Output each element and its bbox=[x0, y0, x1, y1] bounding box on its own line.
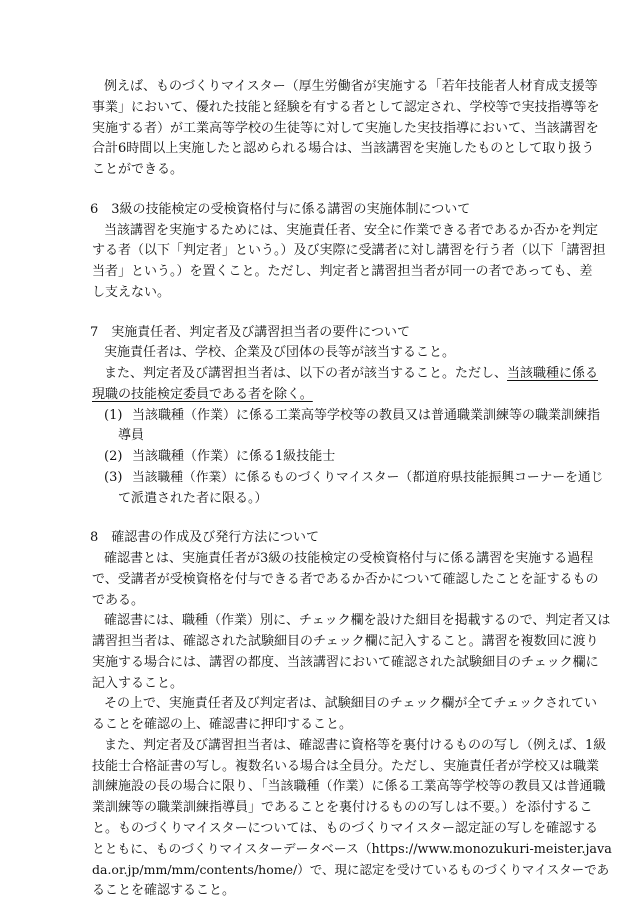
section-8-line: で、受講者が受検資格を付与できる者であるか否かについて確認したことを証するもの bbox=[92, 571, 599, 587]
underlined-exclusion: 当該職種に係る bbox=[507, 366, 599, 381]
list-item-text: 当該職種（作業）に係る1級技能士 bbox=[132, 449, 336, 464]
underlined-exclusion: 現職の技能検定委員である者を除く。 bbox=[92, 386, 313, 402]
section-8-line: と。ものづくりマイスターについては、ものづくりマイスター認定証の写しを確認する bbox=[92, 820, 598, 836]
section-6-line: 当者」という。）を置くこと。ただし、判定者と講習担当者が同一の者であっても、差 bbox=[92, 264, 593, 279]
section-7-line bbox=[104, 365, 598, 383]
section-8-line: 確認書には、職種（作業）別に、チェック欄を設けた細目を掲載するので、判定者又は bbox=[104, 613, 611, 629]
section-8-line: その上で、実施責任者及び判定者は、試験細目のチェック欄が全てチェックされてい bbox=[104, 696, 597, 712]
list-item-text: 導員 bbox=[118, 428, 145, 444]
list-item-number: (1) bbox=[104, 407, 123, 423]
section-8-line: 講習担当者は、確認された試験細目のチェック欄に記入すること。講習を複数回に渡り bbox=[92, 634, 599, 649]
section-7-line: 実施責任者は、学校、企業及び団体の長等が該当すること。 bbox=[104, 345, 456, 361]
list-item-text: 当該職種（作業）に係るものづくりマイスター（都道府県技能振興コーナーを通じ bbox=[132, 469, 604, 485]
section-8-line: 実施する場合には、講習の都度、当該講習において確認された試験細目のチェック欄に bbox=[92, 654, 599, 670]
intro-line: 実施する者）が工業高等学校の生徒等に対して実施した実技指導において、当該講習を bbox=[92, 120, 599, 136]
section-8-line: また、判定者及び講習担当者は、確認書に資格等を裏付けるものの写し（例えば、1級 bbox=[104, 737, 607, 753]
intro-line: 事業」において、優れた技能と経験を有する者として認定され、学校等で実技指導等を bbox=[92, 99, 600, 115]
section-8-line: である。 bbox=[92, 592, 145, 608]
section-8-line: 記入すること。 bbox=[92, 675, 184, 691]
section-8-line: ることを確認の上、確認書に押印すること。 bbox=[92, 717, 353, 732]
section-8-heading: 8 確認書の作成及び発行方法について bbox=[90, 530, 320, 546]
section-6-line: する者（以下「判定者」という。）及び実際に受講者に対し講習を行う者（以下「講習担 bbox=[92, 243, 606, 259]
intro-line: 合計6時間以上実施したと認められる場合は、当該講習を実施したものとして取り扱う bbox=[92, 141, 595, 157]
section-8-line: 業訓練等の職業訓練指導員」であることを裏付けるものの写しは不要。）を添付するこ bbox=[92, 800, 593, 815]
section-7-line bbox=[92, 386, 313, 404]
section-6-line: し支えない。 bbox=[92, 284, 171, 300]
section-6-line: 当該講習を実施するためには、実施責任者、安全に作業できる者であるか否かを判定 bbox=[104, 222, 599, 238]
list-item-number: (3) bbox=[104, 469, 123, 485]
section-7-text: また、判定者及び講習担当者は、以下の者が該当すること。ただし、 bbox=[104, 366, 508, 381]
section-8-line: 訓練施設の長の場合に限り、「当該職種（作業）に係る工業高等学校等の教員又は普通職 bbox=[92, 779, 606, 795]
intro-line: ことができる。 bbox=[92, 162, 184, 177]
section-7-heading: 7 実施責任者、判定者及び講習担当者の要件について bbox=[90, 324, 411, 340]
section-8-line: ることを確認すること。 bbox=[92, 883, 236, 898]
section-6-heading: 6 3級の技能検定の受検資格付与に係る講習の実施体制について bbox=[90, 201, 471, 217]
section-8-line: da.or.jp/mm/mm/contents/home/）で、現に認定を受けているものづくりマイスターであ bbox=[92, 862, 610, 878]
section-8-line: 技能士合格証書の写し。複数名いる場合は全員分。ただし、実施責任者が学校又は職業 bbox=[92, 758, 600, 774]
section-8-line: 確認書とは、実施責任者が3級の技能検定の受検資格付与に係る講習を実施する過程 bbox=[104, 551, 594, 566]
list-item-number: (2) bbox=[104, 449, 123, 464]
list-item-text: て派遣された者に限る。） bbox=[118, 490, 268, 506]
intro-line: 例えば、ものづくりマイスター（厚生労働省が実施する「若年技能者人材育成支援等 bbox=[104, 79, 598, 94]
section-8-line: とともに、ものづくりマイスターデータベース（https://www.monozukuri-meister.java bbox=[92, 841, 612, 857]
list-item-text: 当該職種（作業）に係る工業高等学校等の教員又は普通職業訓練等の職業訓練指 bbox=[132, 407, 601, 423]
